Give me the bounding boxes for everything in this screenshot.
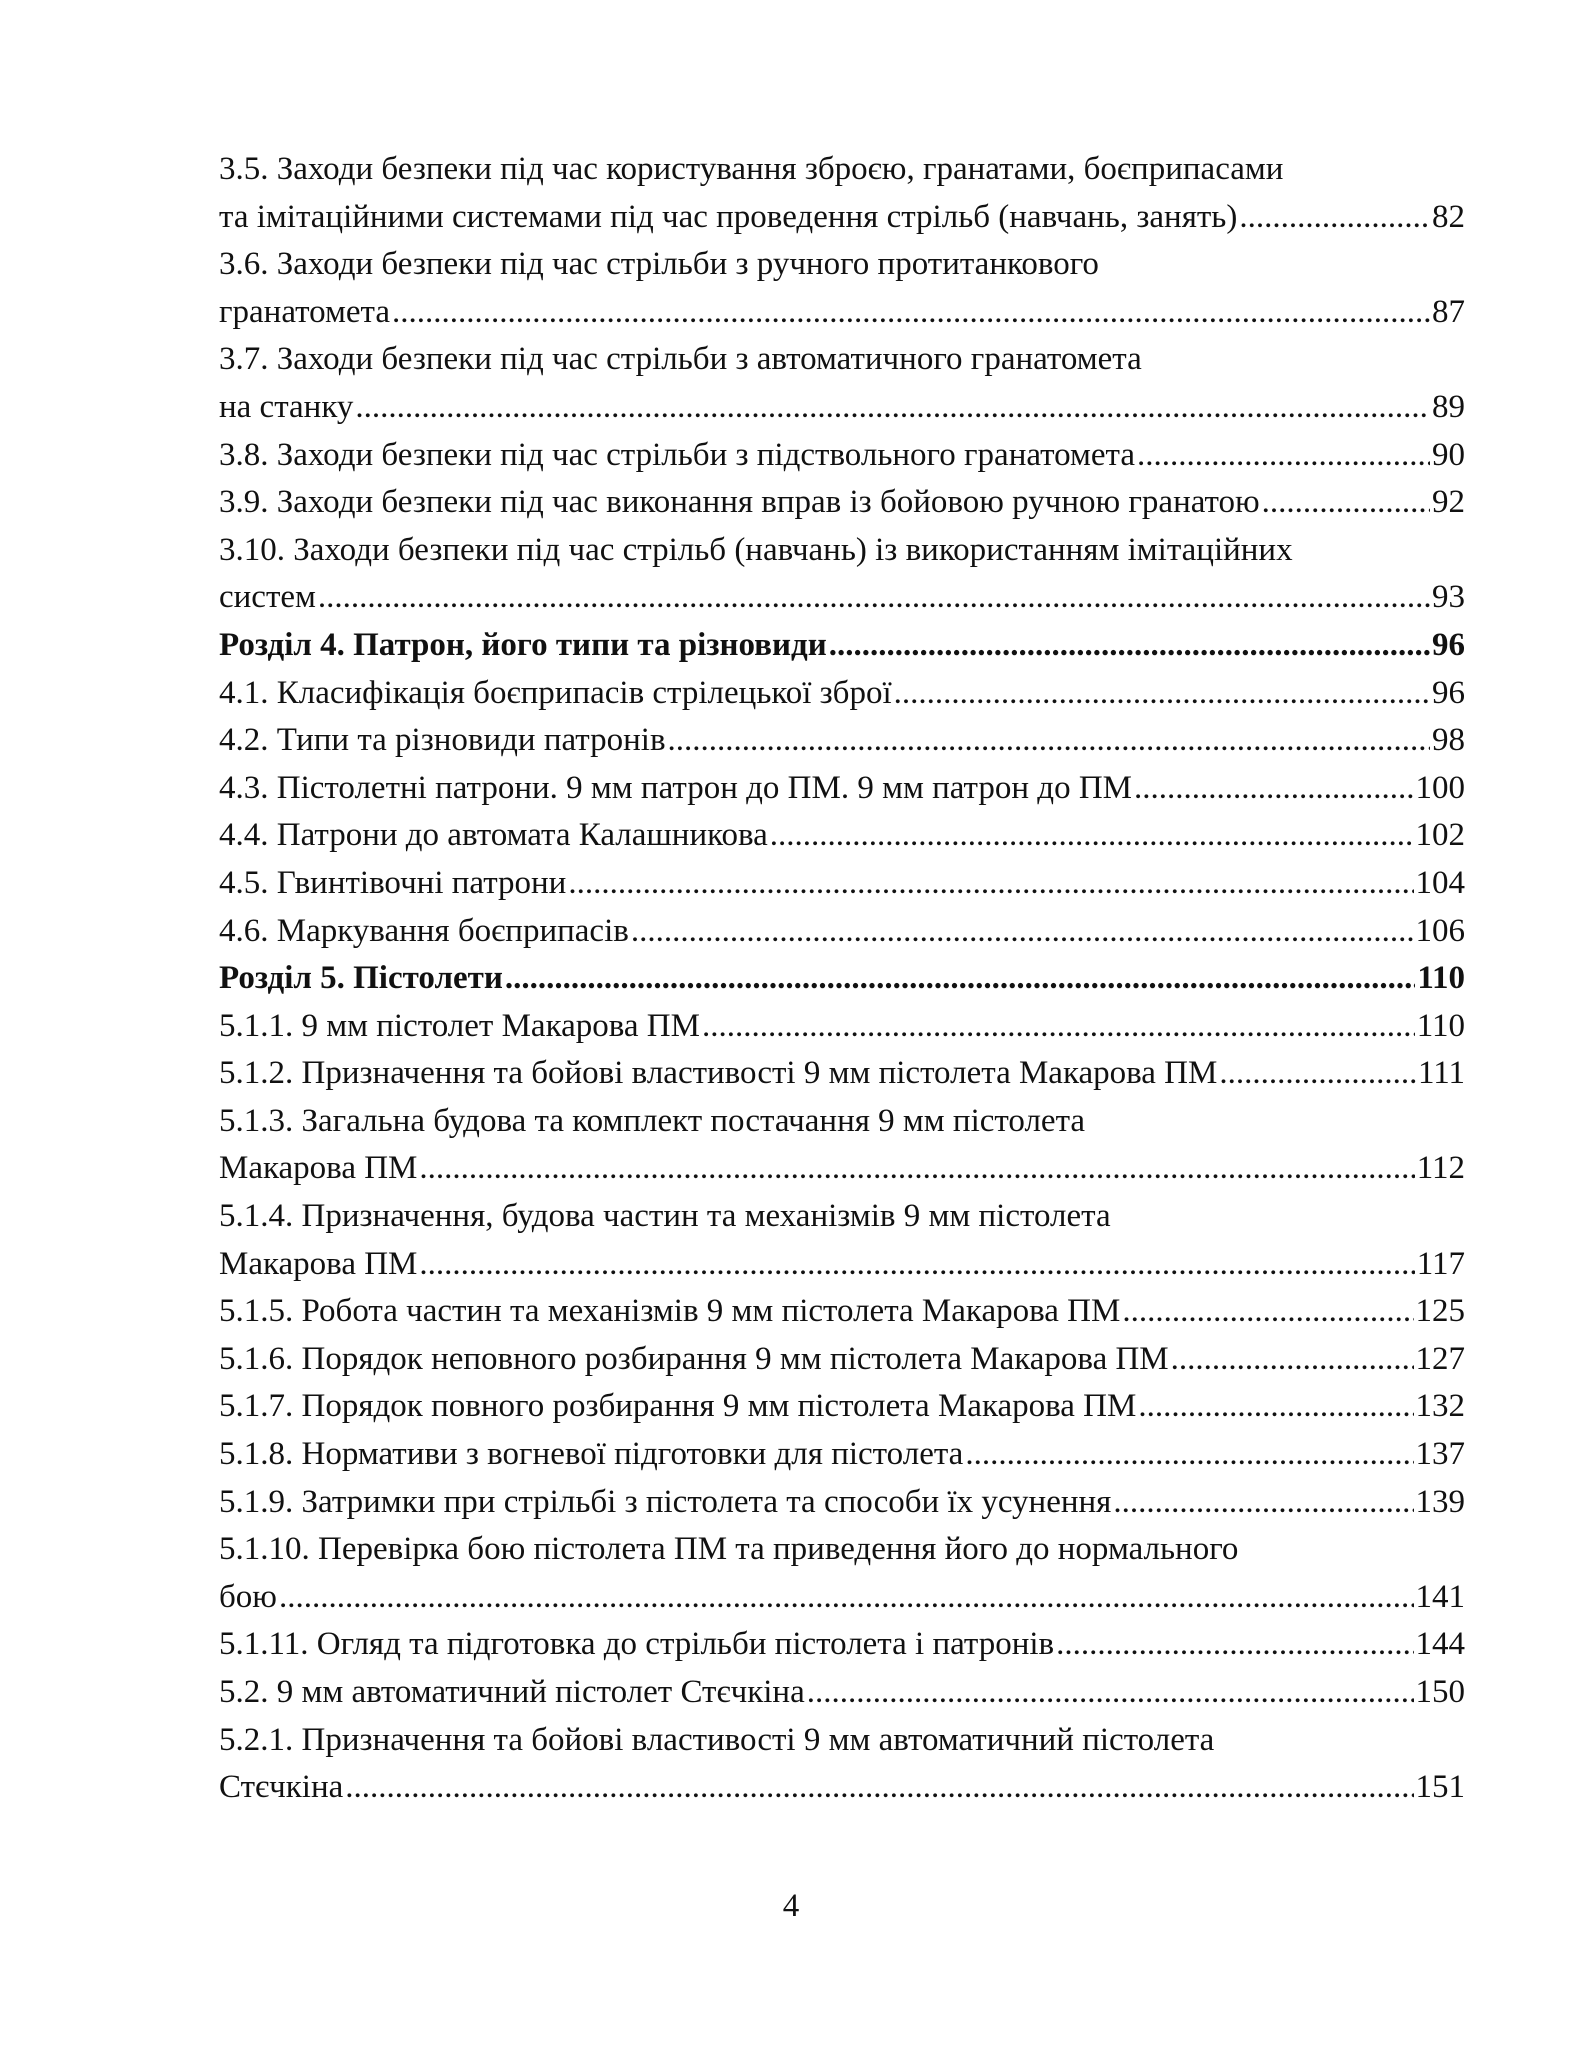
toc-entry — [219, 1003, 1465, 1051]
toc-entry-title: 4.6. Маркування боєприпасів — [219, 912, 629, 949]
toc-entry-title: 5.1.9. Затримки при стрільбі з пістолета та способи їх усунення — [219, 1483, 1112, 1520]
toc-entry-title: 5.1.7. Порядок повного розбирання 9 мм пістолета Макарова ПМ — [219, 1388, 1137, 1425]
toc-entry-row — [219, 1003, 1465, 1051]
dot-leader — [807, 1669, 1414, 1717]
toc-entry-row — [219, 574, 1465, 622]
toc-entry-title: 5.1.6. Порядок неповного розбирання 9 мм пістолета Макарова ПМ — [219, 1340, 1169, 1377]
toc-entry-title: систем — [219, 579, 316, 616]
toc-entry — [219, 527, 1465, 622]
toc-entry-title-line: 5.1.3. Загальна будова та комплект постачання 9 мм пістолета — [219, 1102, 1086, 1139]
toc-entry-title: Розділ 5. Пістолети — [219, 960, 503, 997]
toc-entry-title: 5.1.1. 9 мм пістолет Макарова ПМ — [219, 1007, 700, 1044]
toc-entry-page-number: 89 — [1432, 388, 1465, 425]
dot-leader — [965, 1431, 1413, 1479]
toc-entry-title: 5.1.5. Робота частин та механізмів 9 мм пістолета Макарова ПМ — [219, 1293, 1121, 1330]
toc-entry-row — [219, 622, 1465, 670]
toc-entry — [219, 1193, 1465, 1288]
toc-entry-title-line: 3.10. Заходи безпеки під час стрільб (навчань) із використанням імітаційних — [219, 531, 1293, 568]
toc-entry-row — [219, 1383, 1465, 1431]
toc-entry-page-number: 117 — [1416, 1245, 1465, 1282]
toc-entry-page-number: 106 — [1415, 912, 1465, 949]
toc-entry-title: 4.2. Типи та різновиди патронів — [219, 722, 666, 759]
toc-entry-row — [219, 194, 1465, 242]
toc-entry-row — [219, 432, 1465, 480]
dot-leader — [1138, 1383, 1413, 1431]
toc-entry-page-number: 139 — [1415, 1483, 1465, 1520]
toc-entry-row — [219, 1669, 1465, 1717]
toc-entry-title: 3.9. Заходи безпеки під час виконання вправ із бойовою ручною гранатою — [219, 484, 1260, 521]
dot-leader — [1219, 1050, 1416, 1098]
dot-leader — [1056, 1621, 1413, 1669]
toc-entry-row — [219, 479, 1465, 527]
toc-entry — [219, 1621, 1465, 1669]
toc-entry-page-number: 112 — [1416, 1150, 1465, 1187]
toc-entry-title: 4.1. Класифікація боєприпасів стрілецької зброї — [219, 674, 892, 711]
dot-leader — [1137, 432, 1430, 480]
toc-entry-title-line: 3.5. Заходи безпеки під час користування зброєю, гранатами, боєприпасами — [219, 151, 1284, 187]
toc-entry — [219, 1098, 1465, 1193]
dot-leader — [668, 717, 1430, 765]
toc-entry-page-number: 90 — [1432, 436, 1465, 473]
toc-entry — [219, 860, 1465, 908]
toc-entry-page-number: 96 — [1432, 626, 1465, 663]
toc-entry-page-number: 150 — [1415, 1674, 1465, 1710]
toc-entry — [219, 1669, 1465, 1717]
dot-leader — [568, 860, 1413, 908]
toc-entry-row — [219, 908, 1465, 956]
toc-entry-page-number: 110 — [1416, 1007, 1465, 1044]
toc-entry-title-line: 5.2.1. Призначення та бойові властивості 9 мм автоматичний пістолета — [219, 1721, 1215, 1758]
toc-entry-title: 5.1.8. Нормативи з вогневої підготовки для пістолета — [219, 1436, 964, 1473]
toc-entry-row — [219, 860, 1465, 908]
toc-entry-title: бою — [219, 1578, 277, 1615]
toc-section-heading — [219, 622, 1465, 670]
toc-entry-title: 5.2. 9 мм автоматичний пістолет Стєчкіна — [219, 1674, 805, 1710]
toc-entry — [219, 1717, 1465, 1812]
toc-entry — [219, 765, 1465, 813]
dot-leader — [894, 670, 1430, 718]
dot-leader — [1262, 479, 1430, 527]
toc-entry-title: гранатомета — [219, 293, 390, 330]
toc-entry — [219, 146, 1465, 241]
dot-leader — [1113, 1479, 1413, 1527]
toc-entry-page-number: 125 — [1415, 1293, 1465, 1330]
toc-entry — [219, 670, 1465, 718]
toc-entry-page-number: 132 — [1415, 1388, 1465, 1425]
toc-entry-page-number: 100 — [1415, 769, 1465, 806]
toc-section-heading — [219, 955, 1465, 1003]
toc-entry-title: Стєчкіна — [219, 1769, 344, 1806]
toc-entry-title: Розділ 4. Патрон, його типи та різновиди — [219, 626, 827, 663]
toc-entry-row — [219, 1764, 1465, 1812]
dot-leader — [1122, 1288, 1413, 1336]
dot-leader — [355, 384, 1430, 432]
toc-entry — [219, 1336, 1465, 1384]
toc-entry-page-number: 137 — [1415, 1436, 1465, 1473]
toc-entry-title: на станку — [219, 388, 354, 425]
dot-leader — [829, 622, 1430, 670]
toc-entry-row — [219, 1145, 1465, 1193]
table-of-contents — [219, 146, 1465, 1812]
toc-entry-page-number: 96 — [1432, 674, 1465, 711]
dot-leader — [505, 955, 1415, 1003]
dot-leader — [702, 1003, 1415, 1051]
dot-leader — [345, 1764, 1413, 1812]
dot-leader — [631, 908, 1414, 956]
toc-entry — [219, 1479, 1465, 1527]
toc-entry-row — [219, 765, 1465, 813]
toc-entry-row — [219, 1288, 1465, 1336]
toc-entry-page-number: 93 — [1432, 579, 1465, 616]
toc-entry — [219, 1526, 1465, 1621]
toc-entry-page-number: 110 — [1417, 960, 1465, 997]
toc-entry-title: 5.1.11. Огляд та підготовка до стрільби пістолета і патронів — [219, 1626, 1055, 1663]
dot-leader — [1239, 194, 1430, 242]
toc-entry-page-number: 92 — [1432, 484, 1465, 521]
toc-entry-row — [219, 1336, 1465, 1384]
toc-entry — [219, 432, 1465, 480]
toc-entry-row — [219, 1574, 1465, 1622]
toc-entry — [219, 1383, 1465, 1431]
dot-leader — [770, 812, 1414, 860]
toc-entry-title: Макарова ПМ — [219, 1245, 418, 1282]
toc-entry — [219, 336, 1465, 431]
toc-entry-row — [219, 812, 1465, 860]
toc-entry-row — [219, 1621, 1465, 1669]
dot-leader — [392, 289, 1430, 337]
toc-entry-page-number: 102 — [1415, 817, 1465, 854]
toc-entry-row — [219, 1241, 1465, 1289]
toc-entry — [219, 812, 1465, 860]
toc-entry-title: Макарова ПМ — [219, 1150, 418, 1187]
toc-entry-page-number: 104 — [1415, 864, 1465, 901]
toc-entry — [219, 908, 1465, 956]
toc-entry — [219, 1288, 1465, 1336]
toc-entry-title: 4.3. Пістолетні патрони. 9 мм патрон до ПМ. 9 мм патрон до ПМ — [219, 769, 1132, 806]
toc-entry-page-number: 111 — [1417, 1055, 1465, 1092]
toc-entry — [219, 1050, 1465, 1098]
toc-entry-title: 3.8. Заходи безпеки під час стрільби з підствольного гранатомета — [219, 436, 1136, 473]
toc-entry-title: 4.4. Патрони до автомата Калашникова — [219, 817, 768, 854]
dot-leader — [1134, 765, 1414, 813]
toc-entry-row — [219, 1050, 1465, 1098]
toc-entry-page-number: 127 — [1415, 1340, 1465, 1377]
toc-entry — [219, 717, 1465, 765]
dot-leader — [318, 574, 1430, 622]
toc-entry-title-line: 5.1.4. Призначення, будова частин та механізмів 9 мм пістолета — [219, 1198, 1111, 1235]
toc-entry-page-number: 141 — [1415, 1578, 1465, 1615]
toc-entry-row — [219, 384, 1465, 432]
toc-entry-title: 5.1.2. Призначення та бойові властивості 9 мм пістолета Макарова ПМ — [219, 1055, 1218, 1092]
toc-entry-row — [219, 670, 1465, 718]
toc-entry-row — [219, 1479, 1465, 1527]
toc-entry-page-number: 144 — [1415, 1626, 1465, 1663]
toc-entry-title: та імітаційними системами під час проведення стрільб (навчань, занять) — [219, 198, 1238, 235]
dot-leader — [419, 1145, 1414, 1193]
toc-entry-page-number: 87 — [1432, 293, 1465, 330]
toc-entry-title-line: 3.6. Заходи безпеки під час стрільби з ручного протитанкового — [219, 246, 1099, 283]
dot-leader — [419, 1241, 1414, 1289]
dot-leader — [1171, 1336, 1414, 1384]
toc-entry — [219, 479, 1465, 527]
toc-entry-page-number: 151 — [1415, 1769, 1465, 1806]
toc-entry-row — [219, 289, 1465, 337]
toc-entry-row — [219, 1431, 1465, 1479]
page-number: 4 — [782, 1888, 800, 1924]
toc-entry-page-number: 82 — [1432, 198, 1465, 235]
toc-entry-row — [219, 717, 1465, 765]
toc-entry-page-number: 98 — [1432, 722, 1465, 759]
toc-entry-row — [219, 955, 1465, 1003]
toc-entry — [219, 1431, 1465, 1479]
toc-entry — [219, 241, 1465, 336]
dot-leader — [279, 1574, 1414, 1622]
toc-entry-title: 4.5. Гвинтівочні патрони — [219, 864, 567, 901]
toc-entry-title-line: 5.1.10. Перевірка бою пістолета ПМ та приведення його до нормального — [219, 1531, 1239, 1568]
toc-entry-title-line: 3.7. Заходи безпеки під час стрільби з автоматичного гранатомета — [219, 341, 1142, 378]
